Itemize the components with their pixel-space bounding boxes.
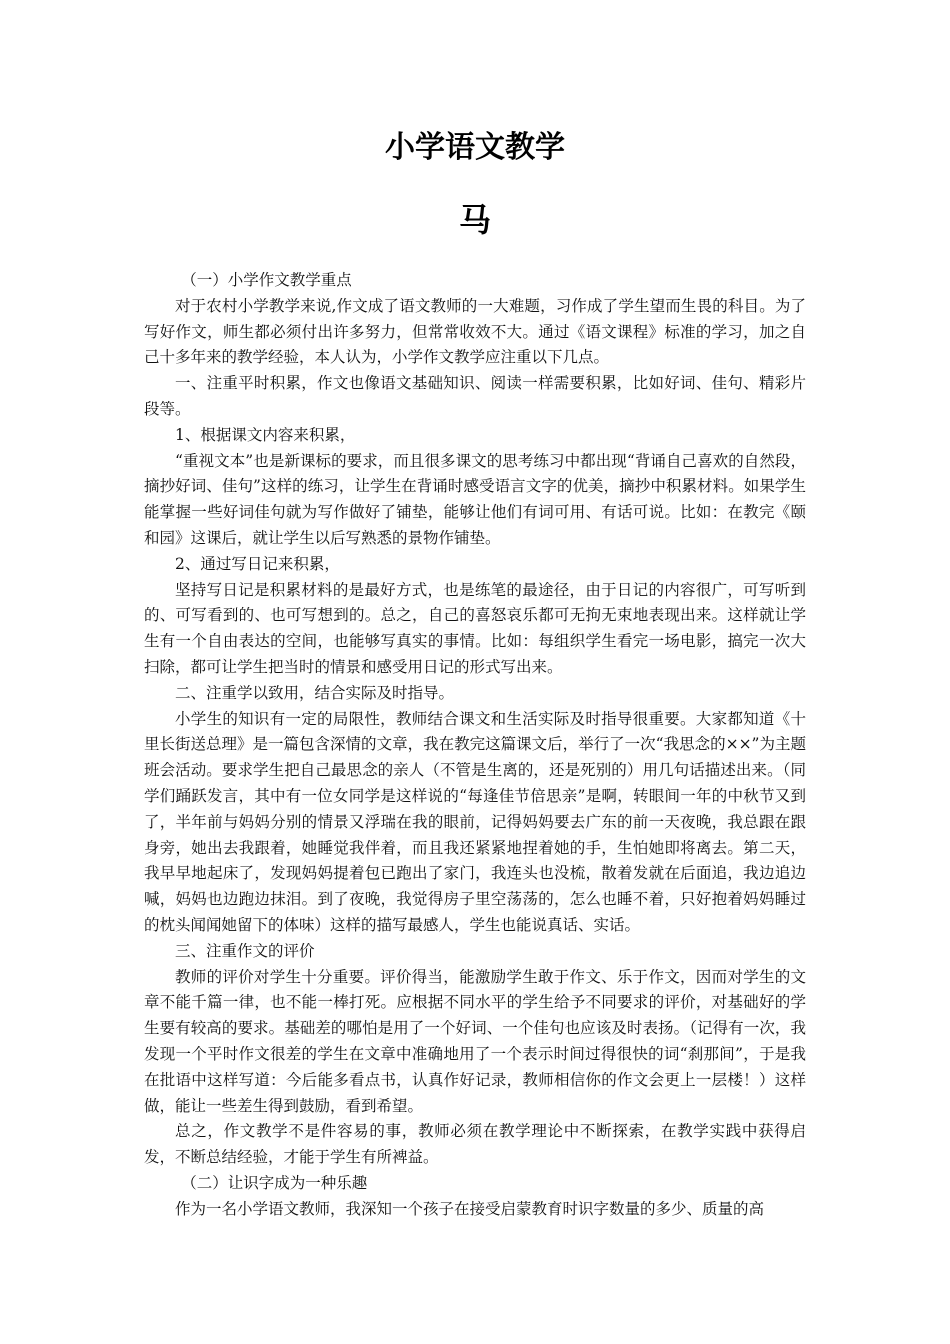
- paragraph: “重视文本”也是新课标的要求，而且很多课文的思考练习中都出现“背诵自己喜欢的自然段，摘抄好词、佳句”这样的练习，让学生在背诵时感受语言文字的优美，摘抄中积累材料。如果学生能掌握一些好词佳句就为写作做好了铺垫，能够让他们有词可用、有话可说。比如：在教完《颐和园》这课后，就让学生以后写熟悉的景物作铺垫。: [144, 451, 806, 547]
- paragraph: 坚持写日记是积累材料的是最好方式，也是练笔的最途径，由于日记的内容很广，可写听到的、可写看到的、也可写想到的。总之，自己的喜怒哀乐都可无拘无束地表现出来。这样就让学生有一个自由表达的空间，也能够写真实的事情。比如：每组织学生看完一场电影，搞完一次大扫除，都可让学生把当时的情景和感受用日记的形式写出来。: [144, 580, 806, 676]
- paragraph: 对于农村小学教学来说,作文成了语文教师的一大难题，习作成了学生望而生畏的科目。为了写好作文，师生都必须付出许多努力，但常常收效不大。通过《语文课程》标准的学习，加之自己十多年来的教学经验，本人认为，小学作文教学应注重以下几点。: [144, 296, 806, 367]
- paragraph: 教师的评价对学生十分重要。评价得当，能激励学生敢于作文、乐于作文，因而对学生的文章不能千篇一律，也不能一棒打死。应根据不同水平的学生给予不同要求的评价，对基础好的学生要有较高的要求。基础差的哪怕是用了一个好词、一个佳句也应该及时表扬。（记得有一次，我发现一个平时作文很差的学生在文章中准确地用了一个表示时间过得很快的词“刹那间”，于是我在批语中这样写道：今后能多看点书，认真作好记录，教师相信你的作文会更上一层楼！）这样做，能让一些差生得到鼓励，看到希望。: [144, 967, 806, 1115]
- document-body: [144, 268, 806, 1222]
- paragraph: 作为一名小学语文教师，我深知一个孩子在接受启蒙教育时识字数量的多少、质量的高: [175, 1199, 765, 1218]
- section-heading: （一）小学作文教学重点: [181, 271, 352, 289]
- paragraph: 总之，作文教学不是件容易的事，教师必须在教学理论中不断探索，在教学实践中获得启发，不断总结经验，才能于学生有所裨益。: [144, 1122, 806, 1167]
- paragraph: 1、根据课文内容来积累，: [175, 425, 356, 444]
- paragraph: 小学生的知识有一定的局限性，教师结合课文和生活实际及时指导很重要。大家都知道《十里长街送总理》是一篇包含深情的文章，我在教完这篇课文后，举行了一次“我思念的××”为主题班会活动。要求学生把自己最思念的亲人（不管是生离的，还是死别的）用几句话描述出来。（同学们踊跃发言，其中有一位女同学是这样说的“每逢佳节倍思亲”是啊，转眼间一年的中秋节又到了，半年前与妈妈分别的情景又浮瑞在我的眼前，记得妈妈要去广东的前一天夜晚，我总跟在跟身旁，她出去我跟着，她睡觉我伴着，而且我还紧紧地捏着她的手，生怕她即将离去。第二天，我早早地起床了，发现妈妈提着包已跑出了家门，我连头也没梳，散着发就在后面追，我边追边喊，妈妈也边跑边抹泪。到了夜晚，我觉得房子里空荡荡的，怎么也睡不着，只好抱着妈妈睡过的枕头闻闻她留下的体味）这样的描写最感人，学生也能说真话、实话。: [144, 709, 806, 934]
- document-author: 马: [458, 201, 491, 239]
- paragraph: 一、注重平时积累，作文也像语文基础知识、阅读一样需要积累，比如好词、佳句、精彩片段等。: [144, 374, 806, 418]
- paragraph: 二、注重学以致用，结合实际及时指导。: [175, 683, 455, 702]
- document-title: 小学语文教学: [385, 130, 565, 165]
- paragraph: 2、通过写日记来积累，: [175, 554, 340, 573]
- section-heading: （二）让识字成为一种乐趣: [181, 1173, 368, 1192]
- paragraph: 三、注重作文的评价: [175, 941, 315, 960]
